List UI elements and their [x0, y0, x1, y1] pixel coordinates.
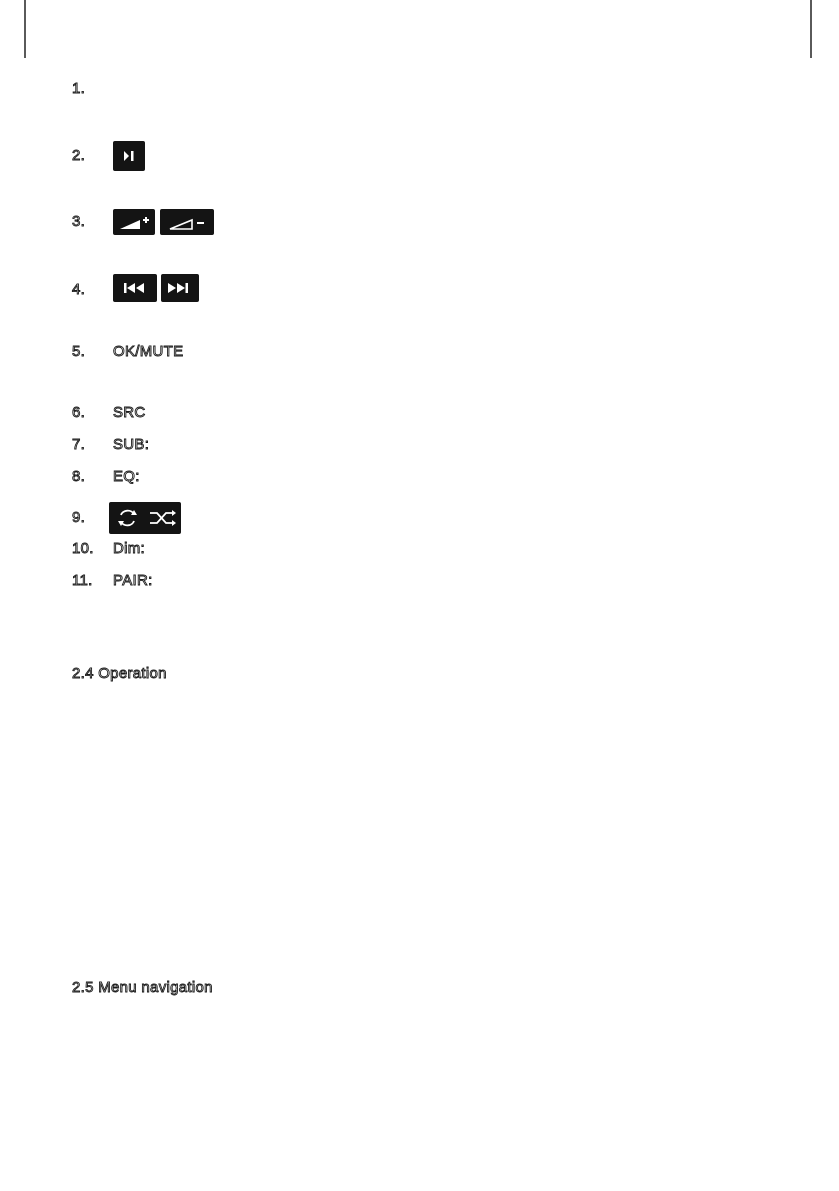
item-number: 10. [72, 540, 94, 557]
section-heading-operation: 2.4 Operation [72, 665, 167, 682]
item-number: 2. [72, 147, 86, 164]
crop-mark-top-right [806, 0, 836, 60]
crop-mark-top-left [0, 0, 30, 60]
item-label: SUB: [113, 436, 150, 453]
item-number: 3. [72, 213, 86, 230]
previous-track-icon [113, 274, 157, 302]
item-label: Dim: [113, 540, 146, 557]
item-number: 9. [72, 509, 86, 526]
play-pause-icon [113, 141, 145, 171]
item-label: SRC [113, 404, 146, 421]
item-number: 6. [72, 404, 86, 421]
item-number: 7. [72, 436, 86, 453]
item-label: PAIR: [113, 572, 153, 589]
repeat-shuffle-icon-group [109, 502, 181, 534]
volume-up-icon [113, 209, 155, 235]
item-number: 1. [72, 80, 86, 97]
shuffle-icon [145, 502, 181, 534]
item-number: 4. [72, 281, 86, 298]
item-label: EQ: [113, 468, 140, 485]
section-heading-menu-navigation: 2.5 Menu navigation [72, 979, 213, 996]
next-track-icon [161, 274, 199, 302]
item-number: 8. [72, 468, 86, 485]
item-number: 5. [72, 343, 86, 360]
item-number: 11. [72, 572, 93, 589]
volume-down-icon [160, 209, 214, 235]
repeat-icon [109, 502, 145, 534]
item-label: OK/MUTE [113, 343, 184, 360]
